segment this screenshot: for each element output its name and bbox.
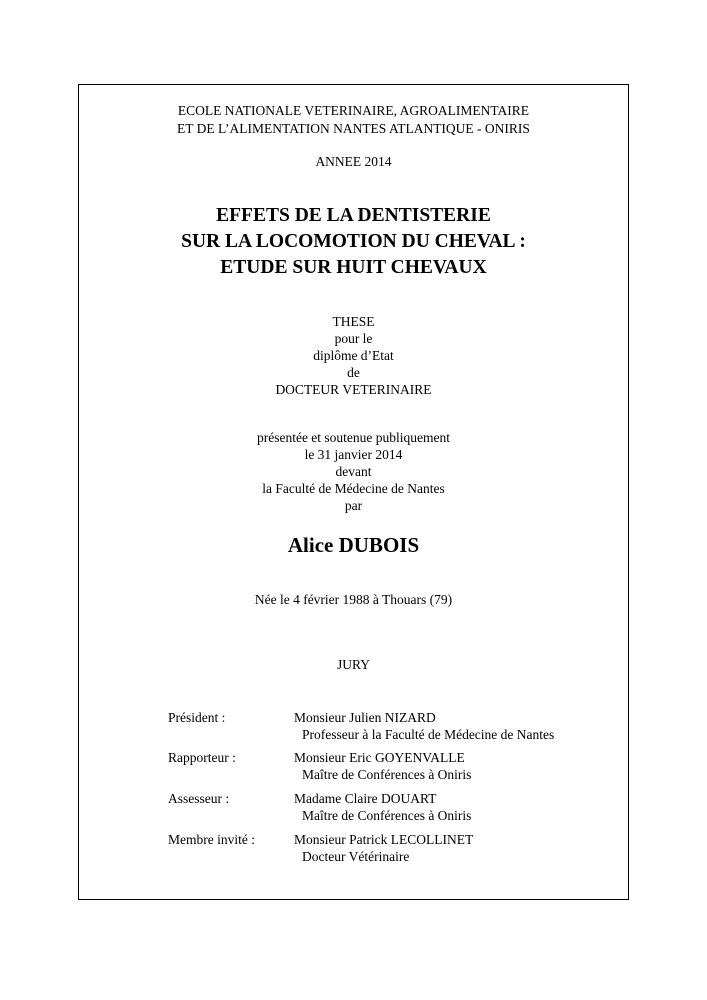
degree-label: DOCTEUR VETERINAIRE [275,382,432,397]
author-name: Alice DUBOIS [287,533,420,557]
jury-role-guest: Docteur Vétérinaire [302,849,410,864]
jury-role-president: Professeur à la Faculté de Médecine de Nantes [302,727,555,742]
jury-label-assesseur: Assesseur : [168,791,230,806]
defense-before: devant [335,464,372,479]
defense-date: le 31 janvier 2014 [304,447,403,462]
jury-name-assesseur: Madame Claire DOUART [294,791,437,806]
jury-label-president: Président : [168,710,226,725]
jury-name-rapporteur: Monsieur Eric GOYENVALLE [294,750,465,765]
jury-label-rapporteur: Rapporteur : [168,750,236,765]
thesis-label: THESE [332,314,375,329]
academic-year: ANNEE 2014 [315,154,392,169]
defense-by: par [344,498,363,513]
thesis-title-line-3: ETUDE SUR HUIT CHEVAUX [220,257,487,278]
defense-faculty: la Faculté de Médecine de Nantes [262,481,445,496]
thesis-title-line-1: EFFETS DE LA DENTISTERIE [216,205,491,226]
jury-role-rapporteur: Maître de Conférences à Oniris [302,767,472,782]
thesis-title-line-2: SUR LA LOCOMOTION DU CHEVAL : [181,231,526,252]
school-name-line-2: ET DE L’ALIMENTATION NANTES ATLANTIQUE - ONIRIS [177,121,530,136]
jury-role-assesseur: Maître de Conférences à Oniris [302,808,472,823]
jury-name-president: Monsieur Julien NIZARD [294,710,436,725]
diploma-label: diplôme d’Etat [313,348,394,363]
diploma-de-label: de [347,365,360,380]
jury-label-guest: Membre invité : [168,832,255,847]
author-birth: Née le 4 février 1988 à Thouars (79) [254,592,453,607]
school-name-line-1: ECOLE NATIONALE VETERINAIRE, AGROALIMENTAIRE [177,103,530,118]
thesis-for-label: pour le [334,331,373,346]
jury-name-guest: Monsieur Patrick LECOLLINET [294,832,474,847]
jury-heading: JURY [336,657,370,672]
defense-line-1: présentée et soutenue publiquement [256,430,451,445]
